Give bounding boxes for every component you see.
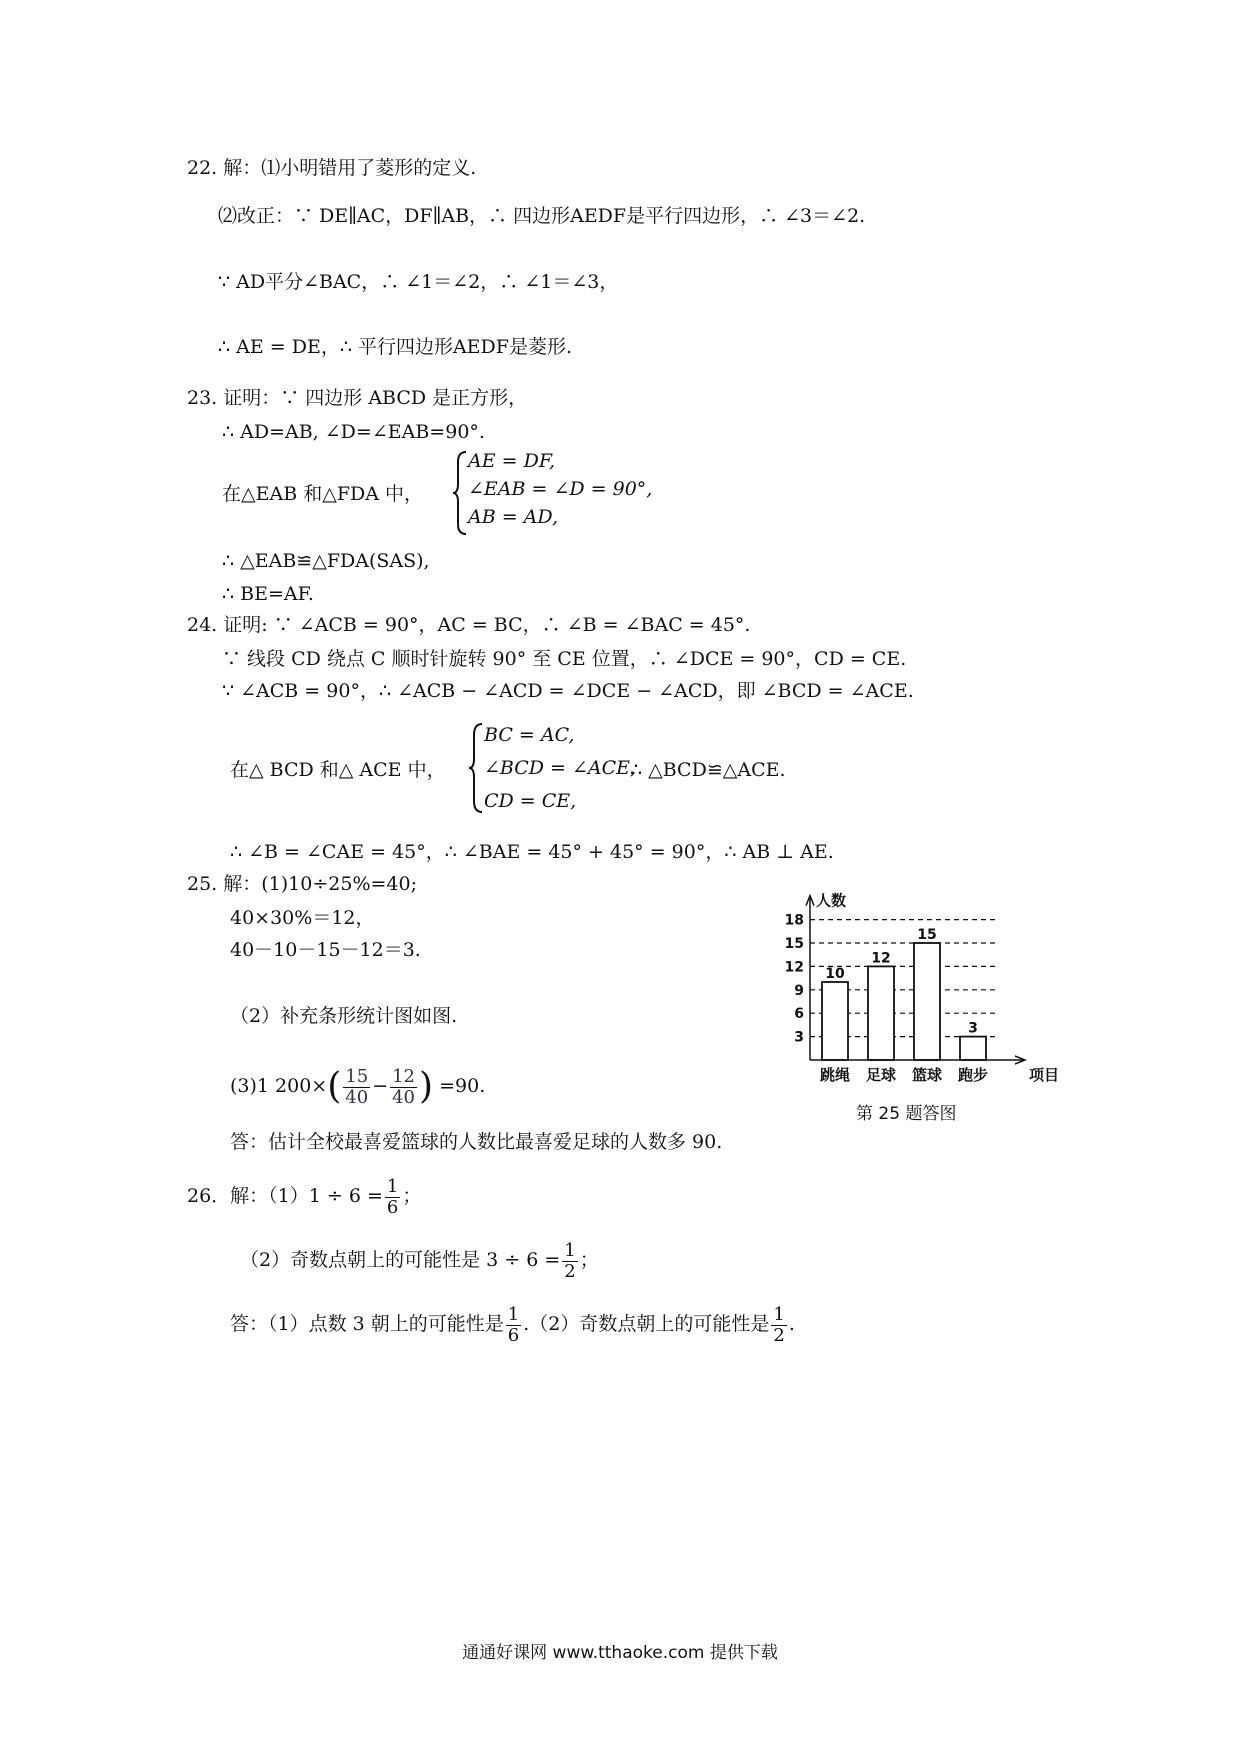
q23-sys-1: AE = DF, (468, 450, 556, 472)
bar (822, 982, 848, 1060)
q24-line5: ∴ ∠B = ∠CAE = 45°，∴ ∠BAE = 45° + 45° = 90°，∴ AB ⊥ AE. (230, 841, 834, 863)
q25-line4: （2）补充条形统计图如图. (230, 1005, 458, 1027)
q26-line2 (240, 1234, 599, 1286)
footer-credit: 通通好课网 www.tthaoke.com 提供下载 (462, 1643, 778, 1663)
q26-line2-end: ； (579, 1249, 599, 1271)
data-label: 15 (917, 927, 937, 943)
q26-l2-frac-num: 1 (564, 1239, 576, 1261)
q23-line1: 23. 证明：∵ 四边形 ABCD 是正方形， (187, 387, 528, 409)
q22-line2: ⑵改正：∵ DE∥AC，DF∥AB，∴ 四边形AEDF是平行四边形，∴ ∠3＝∠2. (218, 205, 866, 227)
q26-ans-frac1-den: 6 (507, 1324, 520, 1346)
y-tick-label: 18 (784, 912, 804, 929)
bar (868, 966, 894, 1060)
y-tick-label: 15 (784, 936, 804, 952)
q26-line1-end: ； (402, 1185, 422, 1207)
q26-ans-frac1-num: 1 (507, 1303, 520, 1325)
q26-l1-frac-num: 1 (386, 1175, 399, 1197)
q22-line3: ∵ AD平分∠BAC，∴ ∠1＝∠2，∴ ∠1＝∠3， (218, 271, 619, 293)
q26-line1-text: 26．解：（1）1 ÷ 6 = (187, 1185, 383, 1207)
q23-sys-3: AB = AD, (468, 506, 558, 528)
q26-l1-frac-den: 6 (386, 1196, 399, 1218)
bar (960, 1037, 986, 1060)
chart-caption: 第 25 题答图 (856, 1104, 957, 1124)
category-label: 跑步 (957, 1066, 989, 1084)
q23-line3: 在△EAB 和△FDA 中， (222, 483, 423, 505)
q25-frac2-num: 12 (392, 1065, 416, 1087)
q26-l2-frac-den: 2 (564, 1260, 576, 1282)
q26-ans-b: .（2）奇数点朝上的可能性是 (523, 1313, 770, 1335)
y-tick-label: 3 (794, 1029, 804, 1046)
q24-sys-1: BC = AC, (484, 724, 575, 746)
q25-answer: 答：估计全校最喜爱篮球的人数比最喜爱足球的人数多 90. (230, 1131, 723, 1153)
q24-line3: ∵ ∠ACB = 90°，∴ ∠ACB − ∠ACD = ∠DCE − ∠ACD，即 ∠BCD = ∠ACE. (222, 680, 914, 702)
y-tick-label: 9 (794, 982, 804, 999)
q24-line1: 24. 证明: ∵ ∠ACB = 90°，AC = BC，∴ ∠B = ∠BAC = 45°. (187, 614, 751, 636)
q23-sys-2: ∠EAB = ∠D = 90°, (468, 478, 653, 500)
y-tick-label: 6 (794, 1006, 804, 1023)
q23-line4: ∴ △EAB≌△FDA(SAS), (222, 550, 430, 572)
q25-calc-prefix: (3)1 200× (230, 1075, 328, 1097)
x-axis-label: 项目 (1029, 1066, 1060, 1084)
category-label: 跳绳 (819, 1066, 851, 1084)
q24-line4: 在△ BCD 和△ ACE 中， (230, 759, 446, 781)
category-label: 篮球 (911, 1066, 943, 1084)
q23-line2: ∴ AD=AB, ∠D=∠EAB=90°. (222, 421, 485, 443)
q26-ans-a: 答：（1）点数 3 朝上的可能性是 (230, 1313, 504, 1335)
q25-frac2-den: 40 (392, 1086, 416, 1108)
q26-line3 (230, 1298, 795, 1350)
q25-line3: 40－10－15－12＝3. (230, 939, 421, 961)
q24-sys-2: ∠BCD = ∠ACE, (484, 757, 637, 779)
bar-chart (770, 880, 1060, 1100)
category-label: 足球 (865, 1066, 897, 1084)
data-label: 10 (825, 966, 845, 982)
q26-line2-text: （2）奇数点朝上的可能性是 3 ÷ 6 = (240, 1249, 561, 1271)
q25-frac1-num: 15 (345, 1065, 369, 1087)
bar (914, 943, 940, 1060)
q23-line5: ∴ BE=AF. (222, 583, 314, 605)
data-label: 3 (968, 1020, 978, 1037)
q26-line1 (187, 1170, 421, 1222)
q26-ans-frac2-den: 2 (773, 1324, 785, 1346)
q24-line2: ∵ 线段 CD 绕点 C 顺时针旋转 90° 至 CE 位置，∴ ∠DCE = 90°，CD = CE. (222, 648, 907, 670)
q23-brace (452, 450, 468, 536)
q26-ans-c: . (788, 1313, 795, 1335)
q24-sys-3: CD = CE, (484, 790, 577, 812)
q25-line2: 40×30%＝12， (230, 907, 375, 929)
q24-conclusion: ∴ △BCD≌△ACE. (630, 759, 786, 781)
q25-calc-result: =90. (433, 1075, 486, 1097)
y-axis-label: 人数 (816, 891, 847, 910)
q26-ans-frac2-num: 1 (773, 1303, 785, 1325)
data-label: 12 (871, 950, 891, 967)
q22-line4: ∴ AE = DE，∴ 平行四边形AEDF是菱形. (218, 336, 572, 358)
q25-line5: (3)1 200×( $\frac{15}{40}$ − $\frac{12}{40}$ ) =90. (230, 1065, 486, 1108)
q25-frac1-den: 40 (345, 1086, 369, 1108)
q22-line1: 22. 解：⑴小明错用了菱形的定义. (187, 157, 477, 179)
q24-brace (468, 722, 484, 814)
y-tick-label: 12 (784, 959, 804, 976)
q25-line1: 25. 解：(1)10÷25%=40; (187, 873, 417, 895)
